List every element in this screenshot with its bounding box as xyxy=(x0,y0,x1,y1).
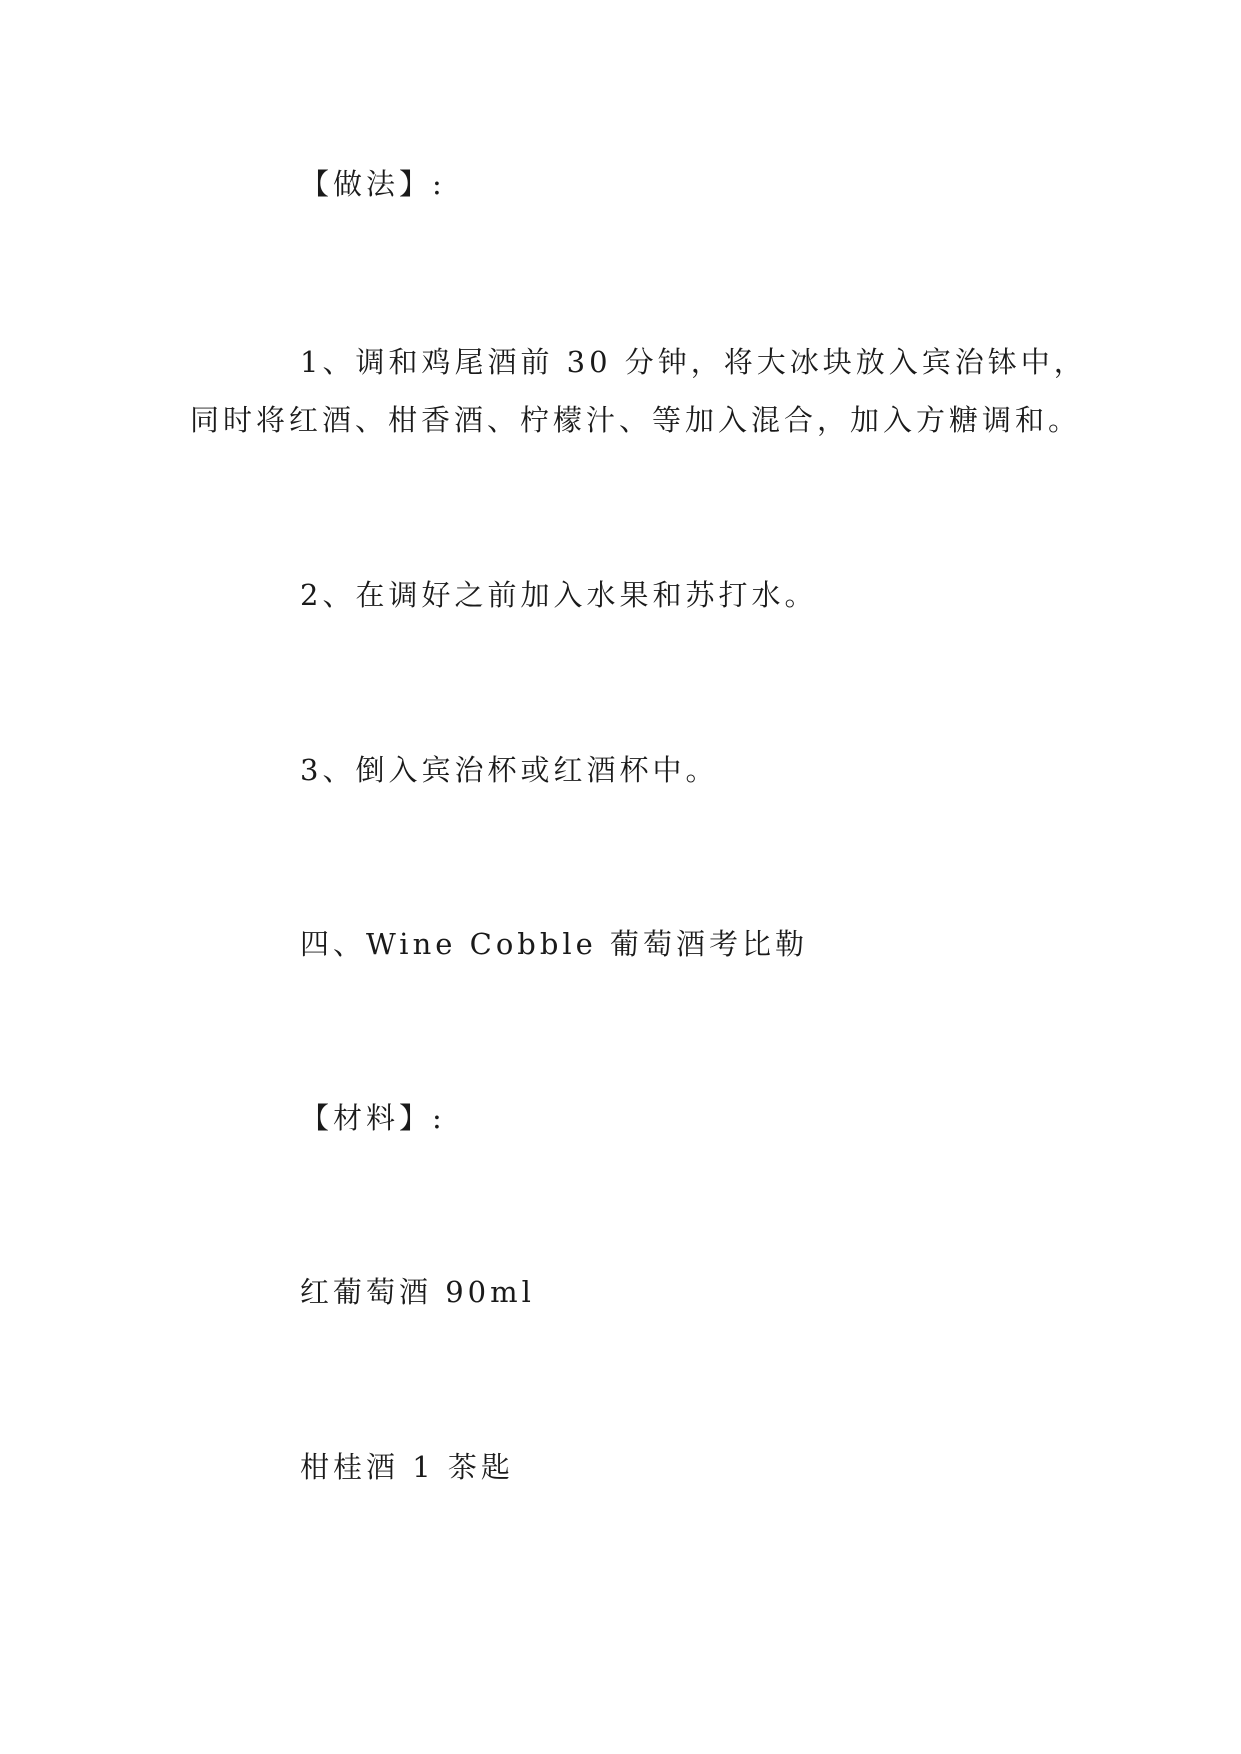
ingredient-curacao: 柑桂酒 1 茶匙 xyxy=(300,1450,514,1484)
method-heading: 【做法】: xyxy=(300,167,446,201)
materials-heading: 【材料】: xyxy=(300,1101,446,1135)
ingredient-red-wine: 红葡萄酒 90ml xyxy=(300,1275,535,1309)
step-1-line-2: 同时将红酒、柑香酒、柠檬汁、等加入混合，加入方糖调和。 xyxy=(190,403,1082,437)
section-title: 四、Wine Cobble 葡萄酒考比勒 xyxy=(300,927,809,961)
step-2: 2、在调好之前加入水果和苏打水。 xyxy=(300,578,818,612)
step-1-line-1: 1、调和鸡尾酒前 30 分钟，将大冰块放入宾治钵中， xyxy=(300,345,1087,379)
step-3: 3、倒入宾治杯或红酒杯中。 xyxy=(300,753,719,787)
